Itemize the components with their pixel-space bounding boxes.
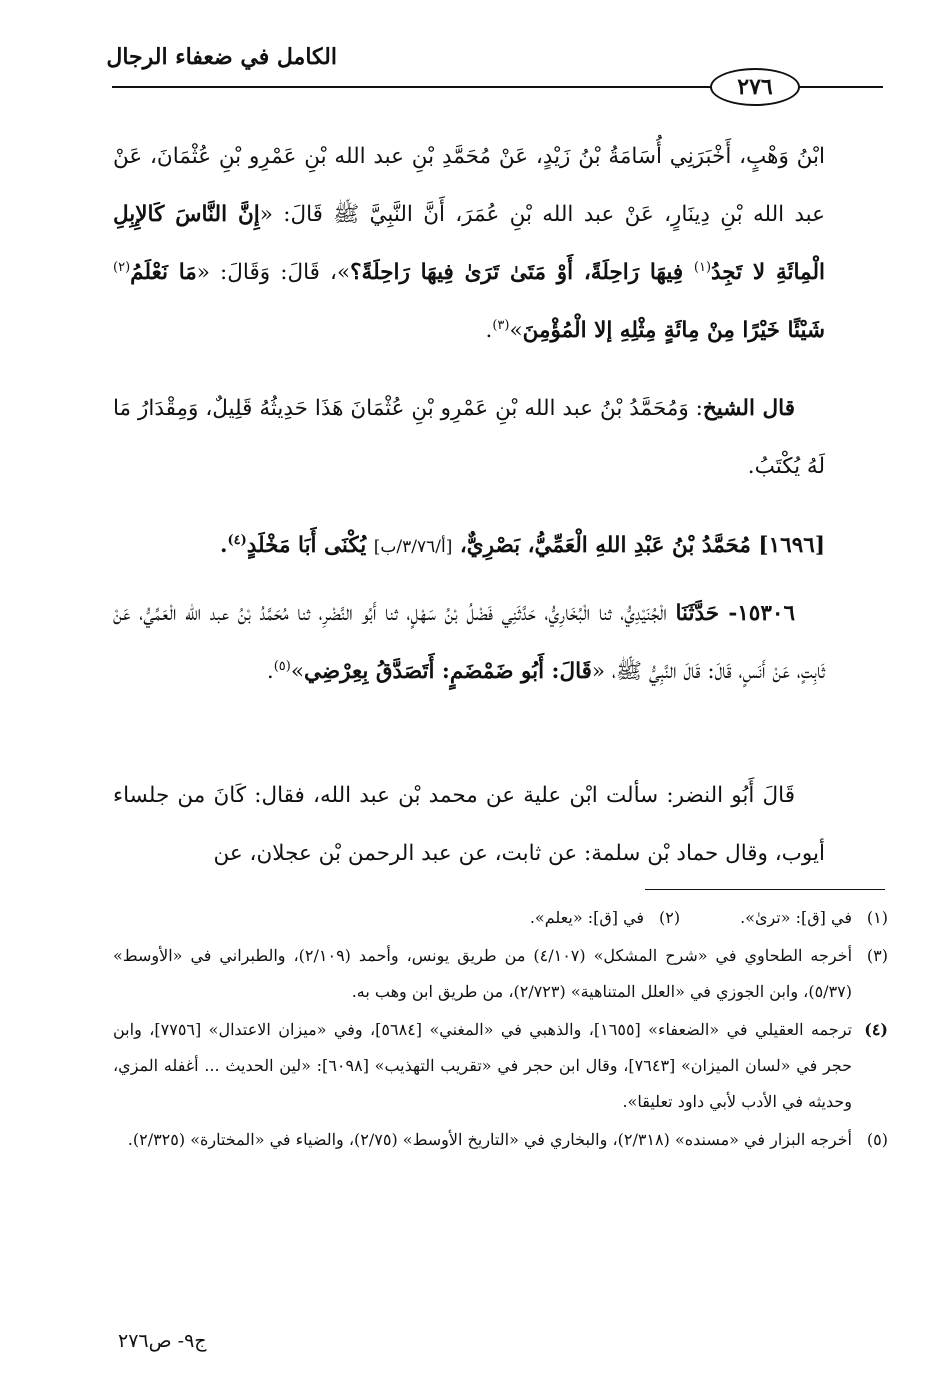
narration-chain: الْجُنَيْدِيُّ، ثنا الْبُخَارِيُّ، حَدَّثَنِي فَضْلُ بْنُ سَهْلٍ، ثنا أَبُو النَّضْرِ، ثنا مُحَمَّدُ بْنُ عبد الله الْعَمِّيُّ، عَنْ ثَابِتٍ، عَنْ أَنَسٍ، قَالَ: قَالَ النَّبِيُّ ﷺ، « [113,601,825,684]
footnote-ref-4[interactable]: (٤) [227,532,247,548]
sentence-end: . [266,659,274,684]
paragraph-hadith-text [113,128,825,360]
manuscript-ref: [أ/٣/٧٦/ب] [373,537,453,557]
paragraph-hadith-15306 [113,585,825,701]
narration-chain: ابْنُ وَهْبٍ، أَخْبَرَنِي أُسَامَةُ بْنُ زَيْدٍ، عَنْ مُحَمَّدِ بْنِ عبد الله بْنِ عَمْرِو بْنِ عُثْمَانَ، عَنْ عبد الله بْنِ دِينَارٍ، عَنْ عبد الله بْنِ عُمَرَ، أَنَّ النَّبِيَّ ﷺ قَالَ: « [113,144,826,227]
book-title: الكامل في ضعفاء الرجال [106,44,337,70]
entry-kunya: يُكْنَى أَبَا مَخْلَدٍ [246,533,374,558]
footnote-2 [530,900,680,936]
hadith-quote-2: مَا نَعْلَمُ [130,260,197,285]
footnote-1 [740,900,888,936]
footnote-4 [113,1012,888,1120]
footnote-text: أخرجه الطحاوي في «شرح المشكل» (٤/١٠٧) من طريق يونس، وأحمد (٢/١٠٩)، والطبراني في «الأوسط» (٥/٣٧)، وابن الجوزي في «العلل المتناهية» (٢/٧٢٣)، من طريق ابن وهب به. [113,946,853,1001]
footnote-text: في [ق]: «يعلم». [529,908,645,927]
quote-close: » [509,318,523,343]
entry-heading [113,517,825,576]
page-reference: ج٩- ص٢٧٦ [118,1330,207,1352]
hadith-quote-3: قَالَ: أَبُو ضَمْضَمٍ: أَتَصَدَّقُ بِعِرْضِي [303,659,592,684]
footnote-number: (٢) [658,908,681,927]
footnote-ref-5[interactable]: (٥) [273,658,291,674]
page-number: ٢٧٦ [737,74,773,100]
sentence-end: . [219,533,228,558]
paragraph-abu-nadr [113,767,825,883]
narration-connector: »، قَالَ: وَقَالَ: « [196,260,351,285]
footnote-number: (١) [866,908,888,927]
footnotes [113,900,888,1160]
hadith-quote-1-cont: فِيهَا رَاحِلَةً، أَوْ مَتَىٰ تَرَىٰ فِيهَا رَاحِلَةً؟ [350,260,694,285]
paragraph-shaykh-comment [113,380,825,496]
shaykh-label: قال الشيخ [702,396,795,421]
footnote-text: أخرجه البزار في «مسنده» (٢/٣١٨)، والبخاري في «التاريخ الأوسط» (٢/٧٥)، والضياء في «المختارة» (٢/٣٢٥). [127,1130,852,1149]
page-number-badge [710,68,800,106]
footnote-number: (٥) [866,1130,888,1149]
footnote-text: ترجمه العقيلي في «الضعفاء» [١٦٥٥]، والذهبي في «المغني» [٥٦٨٤]، وفي «ميزان الاعتدال» [٧٧٥٦]، وابن حجر في «لسان الميزان» [٧٦٤٣]، وقال ابن حجر في «تقريب التهذيب» [٦٠٩٨]: «لين الحديث ... أغفله المزي، وحديثه في الأدب لأبي داود تعليقا». [113,1020,853,1111]
footnote-separator [645,889,885,890]
shaykh-comment: : وَمُحَمَّدُ بْنُ عبد الله بْنِ عَمْرِو بْنِ عُثْمَانَ هَذَا حَدِيثُهُ قَلِيلٌ، وَمِقْدَارُ مَا لَهُ يُكْتَبُ. [113,396,825,479]
hadith-quote-2-cont: شَيْئًا خَيْرًا مِنْ مِائَةٍ مِثْلِهِ إلا الْمُؤْمِنَ [522,318,825,343]
quote-close: » [290,659,304,684]
sentence-end: . [485,318,493,343]
footnote-row-1-2 [113,900,888,938]
footnote-text: في [ق]: «ترىٰ». [740,908,852,927]
footnote-number: (٤) [864,1020,888,1039]
footnote-3 [113,938,888,1010]
hadith-number: ١٥٣٠٦- حَدَّثَنَا [675,601,795,626]
hadith-quote-1: إِنَّ النَّاسَ كَالإِبِلِ الْمِائَةِ لا تَجِدُ [113,202,825,285]
entry-name: [١٦٩٦] مُحَمَّدُ بْنُ عَبْدِ اللهِ الْعَمِّيُّ، بَصْرِيٌّ، [452,533,825,558]
footnote-ref-2[interactable]: (٢) [113,259,131,275]
footnote-ref-3[interactable]: (٣) [492,317,510,333]
footnote-5 [113,1122,888,1158]
footnote-number: (٣) [866,946,888,965]
abu-nadr-text: قَالَ أَبُو النضر: سألت ابْن علية عن محمد بْن عبد الله، فقال: كَانَ من جلساء أيوب، وقال حماد بْن سلمة: عن ثابت، عن عبد الرحمن بْن عجلان، عن [113,783,825,866]
footnote-ref-1[interactable]: (١) [693,259,712,275]
